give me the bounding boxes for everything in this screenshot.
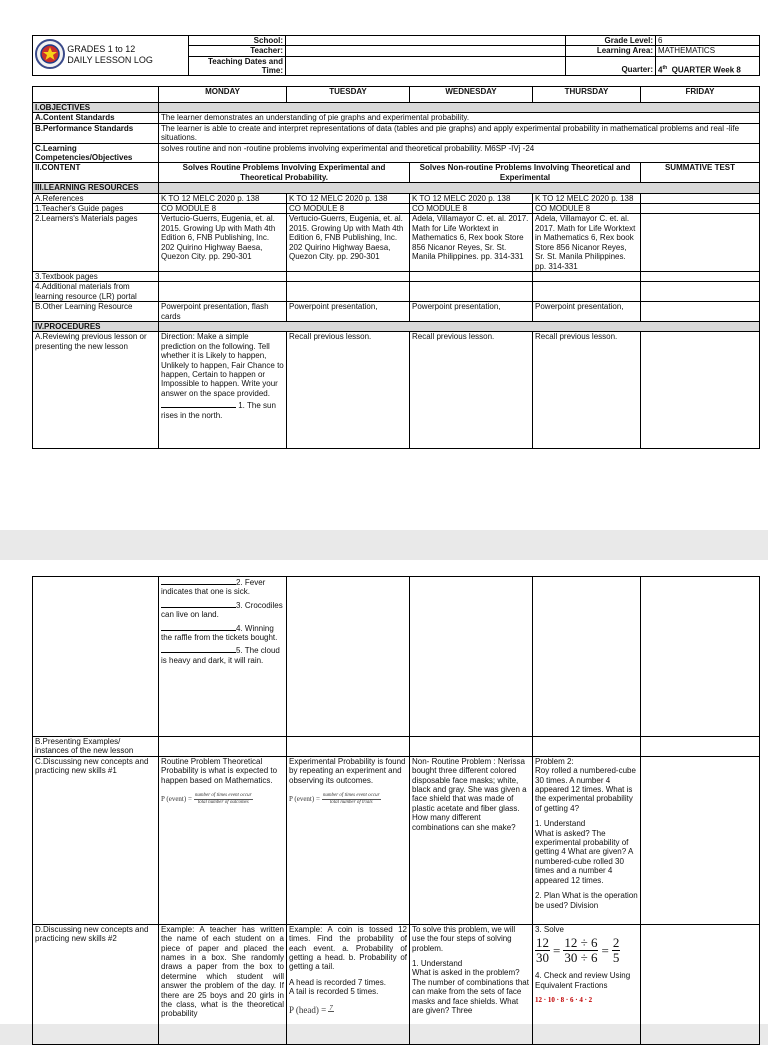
page-2 xyxy=(0,560,768,1024)
reviewing-thu: Recall previous lesson. xyxy=(533,332,641,449)
learners-materials-wed: Adela, Villamayor C. et. al. 2017. Math for Life Worktext in Mathematics 6, Rex book Store 856 Nicanor Reyes, Sr. St. Manila Philippines. pp. 314-331 xyxy=(410,214,533,271)
prediction-item-5: 5. The cloud is heavy and dark, it will rain. xyxy=(161,646,280,665)
other-resources-wed: Powerpoint presentation, xyxy=(410,302,533,322)
discussing-2-label: D.Discussing new concepts and practicing new skills #2 xyxy=(33,924,159,1044)
content-friday: SUMMATIVE TEST xyxy=(641,163,760,183)
objectives-heading: I.OBJECTIVES xyxy=(33,103,159,113)
quarter-value: 4th QUARTER Week 8 xyxy=(656,56,760,75)
prediction-items-cont xyxy=(159,577,287,737)
discussing-1-tue xyxy=(287,756,410,924)
learners-materials-label: 2.Learners's Materials pages xyxy=(33,214,159,271)
other-resources-mon: Powerpoint presentation, flash cards xyxy=(159,302,287,322)
form-title-line2: DAILY LESSON LOG xyxy=(67,55,153,66)
learning-area-value: MATHEMATICS xyxy=(656,46,760,56)
references-thu: K TO 12 MELC 2020 p. 138 xyxy=(533,193,641,203)
reviewing-label: A.Reviewing previous lesson or presenting the new lesson xyxy=(33,332,159,449)
day-friday: FRIDAY xyxy=(641,87,760,103)
other-resources-tue: Powerpoint presentation, xyxy=(287,302,410,322)
performance-standards-label: B.Performance Standards xyxy=(33,123,159,143)
deped-seal-icon xyxy=(35,39,65,71)
learners-materials-thu: Adela, Villamayor C. et. al. 2017. Math for Life Worktext in Mathematics 6, Rex book Store 856 Nicanor Reyes, Sr. St. Manila Philippines. pp. 314-331 xyxy=(533,214,641,271)
procedures-heading: IV.PROCEDURES xyxy=(33,321,159,331)
discussing-2-thu: 3. Solve $\frac{12}{30}$ = $\frac{12 \div 6}{30 \div 6}$ = $\frac{2}{5}$ 4. Check and review Using Equivalent Fractions 12 · 10 · 8 · 6 · 4 · 2 xyxy=(533,924,641,1044)
teaching-dates-value xyxy=(286,56,566,75)
header-table xyxy=(32,35,760,76)
references-wed: K TO 12 MELC 2020 p. 138 xyxy=(410,193,533,203)
teacher-label: Teacher: xyxy=(189,46,286,56)
prediction-item-2: 2. Fever indicates that one is sick. xyxy=(161,578,266,597)
teachers-guide-wed: CO MODULE 8 xyxy=(410,204,533,214)
presenting-examples-label: B.Presenting Examples/ instances of the new lesson xyxy=(33,737,159,757)
discussing-2-wed: To solve this problem, we will use the four steps of solving problem. 1. Understand What is asked in the problem? The number of combinations that can make from the sets of face masks and face shields. What are given? Three xyxy=(410,924,533,1044)
theoretical-formula: P (event) = $\frac{\text{number of times event occur}}{\text{total number of outcomes}}$ xyxy=(161,793,252,806)
content-standards-text: The learner demonstrates an understanding of pie graphs and experimental probability. xyxy=(159,113,760,123)
school-label: School: xyxy=(189,36,286,46)
content-standards-label: A.Content Standards xyxy=(33,113,159,123)
head-probability-formula: P (head) = 7 xyxy=(289,1003,333,1016)
corner-cell xyxy=(33,87,159,103)
other-resources-thu: Powerpoint presentation, xyxy=(533,302,641,322)
other-resources-label: B.Other Learning Resource xyxy=(33,302,159,322)
teachers-guide-label: 1.Teacher's Guide pages xyxy=(33,204,159,214)
content-wed-thu: Solves Non-routine Problems Involving Theoretical and Experimental xyxy=(410,163,641,183)
references-tue: K TO 12 MELC 2020 p. 138 xyxy=(287,193,410,203)
prediction-item-4: 4. Winning the raffle from the tickets bought. xyxy=(161,623,278,643)
day-thursday: THURSDAY xyxy=(533,87,641,103)
day-wednesday: WEDNESDAY xyxy=(410,87,533,103)
teaching-dates-label: Teaching Dates and Time: xyxy=(189,56,286,75)
theoretical-definition: Routine Problem Theoretical Probability is what is expected to happen based on Mathematics. xyxy=(161,756,278,785)
references-label: A.References xyxy=(33,193,159,203)
learning-area-label: Learning Area: xyxy=(566,46,656,56)
content-mon-tue: Solves Routine Problems Involving Experimental and Theoretical Probability. xyxy=(159,163,410,183)
discussing-1-mon xyxy=(159,756,287,924)
day-tuesday: TUESDAY xyxy=(287,87,410,103)
reviewing-mon xyxy=(159,332,287,449)
content-heading: II.CONTENT xyxy=(33,163,159,183)
form-title-line1: GRADES 1 to 12 xyxy=(67,44,136,55)
quarter-label: Quarter: xyxy=(566,56,656,75)
discussing-2-tue: Example: A coin is tossed 12 times. Find the probability of each event. a. Probability of getting a head. b. Probability of getting a tail. A head is recorded 7 times. A tail is recorded 5 times. P (head) = 7 xyxy=(287,924,410,1044)
learners-materials-mon: Vertucio-Guerrs, Eugenia, et. al. 2015. Growing Up with Math 4th Edition 6, FNB Publishing, Inc. 202 Quirino Highway Baesa, Quezon City. pp. 290-301 xyxy=(159,214,287,271)
textbook-pages-label: 3.Textbook pages xyxy=(33,271,159,281)
prediction-item-3: 3. Crocodiles can live on land. xyxy=(161,600,283,620)
reviewing-direction: Direction: Make a simple prediction on the following. Tell whether it is Likely to happen, Unlikely to happen, Fair Chance to happen, Certain to happen or Impossible to happen. Write your answer on the space provided. xyxy=(161,332,284,398)
reviewing-tue: Recall previous lesson. xyxy=(287,332,410,449)
school-value xyxy=(286,36,566,46)
additional-materials-label: 4.Additional materials from learning resource (LR) portal xyxy=(33,282,159,302)
teacher-value xyxy=(286,46,566,56)
answer-blank xyxy=(161,400,236,408)
experimental-definition: Experimental Probability is found by repeating an experiment and observing its outcomes. xyxy=(289,756,406,785)
teachers-guide-tue: CO MODULE 8 xyxy=(287,204,410,214)
equivalent-fractions-row: 12 · 10 · 8 · 6 · 4 · 2 xyxy=(535,996,593,1005)
grade-level-value: 6 xyxy=(656,36,760,46)
lesson-log-table xyxy=(32,86,760,449)
competencies-text: solves routine and non -routine problems involving experimental and theoretical probability. M6SP -IVj -24 xyxy=(159,143,760,163)
teachers-guide-mon: CO MODULE 8 xyxy=(159,204,287,214)
learning-resources-heading: III.LEARNING RESOURCES xyxy=(33,183,159,193)
day-monday: MONDAY xyxy=(159,87,287,103)
discussing-2-mon: Example: A teacher has written the name of each student on a piece of paper and placed the names in a box. She randomly draws a paper from the box to determine which student will answer the problem of the day. If there are 25 boys and 20 girls in the class, what is the theoretical probability xyxy=(159,924,287,1044)
references-mon: K TO 12 MELC 2020 p. 138 xyxy=(159,193,287,203)
reviewing-wed: Recall previous lesson. xyxy=(410,332,533,449)
experimental-formula: P (event) = $\frac{\text{number of times event occur}}{\text{total number of trials}}$ xyxy=(289,793,380,806)
performance-standards-text: The learner is able to create and interpret representations of data (tables and pie graphs) and apply experimental probability in mathematical problems and real -life situations. xyxy=(159,123,760,143)
discussing-1-wed: Non- Routine Problem : Nerissa bought three different colored disposable face masks; white, black and gray. She was given a face shield that was made of plastic acetate and fiber glass. How many different combinations can she make? xyxy=(410,756,533,924)
lesson-log-table-continued xyxy=(32,576,760,1045)
competencies-label: C.Learning Competencies/Objectives xyxy=(33,143,159,163)
solve-equation: $\frac{12}{30}$ = $\frac{12 \div 6}{30 \div 6}$ = $\frac{2}{5}$ xyxy=(536,935,620,966)
grade-level-label: Grade Level: xyxy=(566,36,656,46)
teachers-guide-thu: CO MODULE 8 xyxy=(533,204,641,214)
discussing-1-label: C.Discussing new concepts and practicing new skills #1 xyxy=(33,756,159,924)
discussing-1-thu: Problem 2: Roy rolled a numbered-cube 30 times. A number 4 appeared 12 times. What is the experimental probability of getting 4? 1. Understand What is asked? The experimental probability of getting 4 What are given? A numbered-cube rolled 30 times and a number 4 appeared 12 times. 2. Plan What is the operation be used? Division xyxy=(533,756,641,924)
prediction-item-1: 1. The sun rises in the north. xyxy=(161,401,276,420)
learners-materials-tue: Vertucio-Guerrs, Eugenia, et. al. 2015. Growing Up with Math 4th Edition 6, FNB Publishing, Inc. 202 Quirino Highway Baesa, Quezon City. pp. 290-301 xyxy=(287,214,410,271)
